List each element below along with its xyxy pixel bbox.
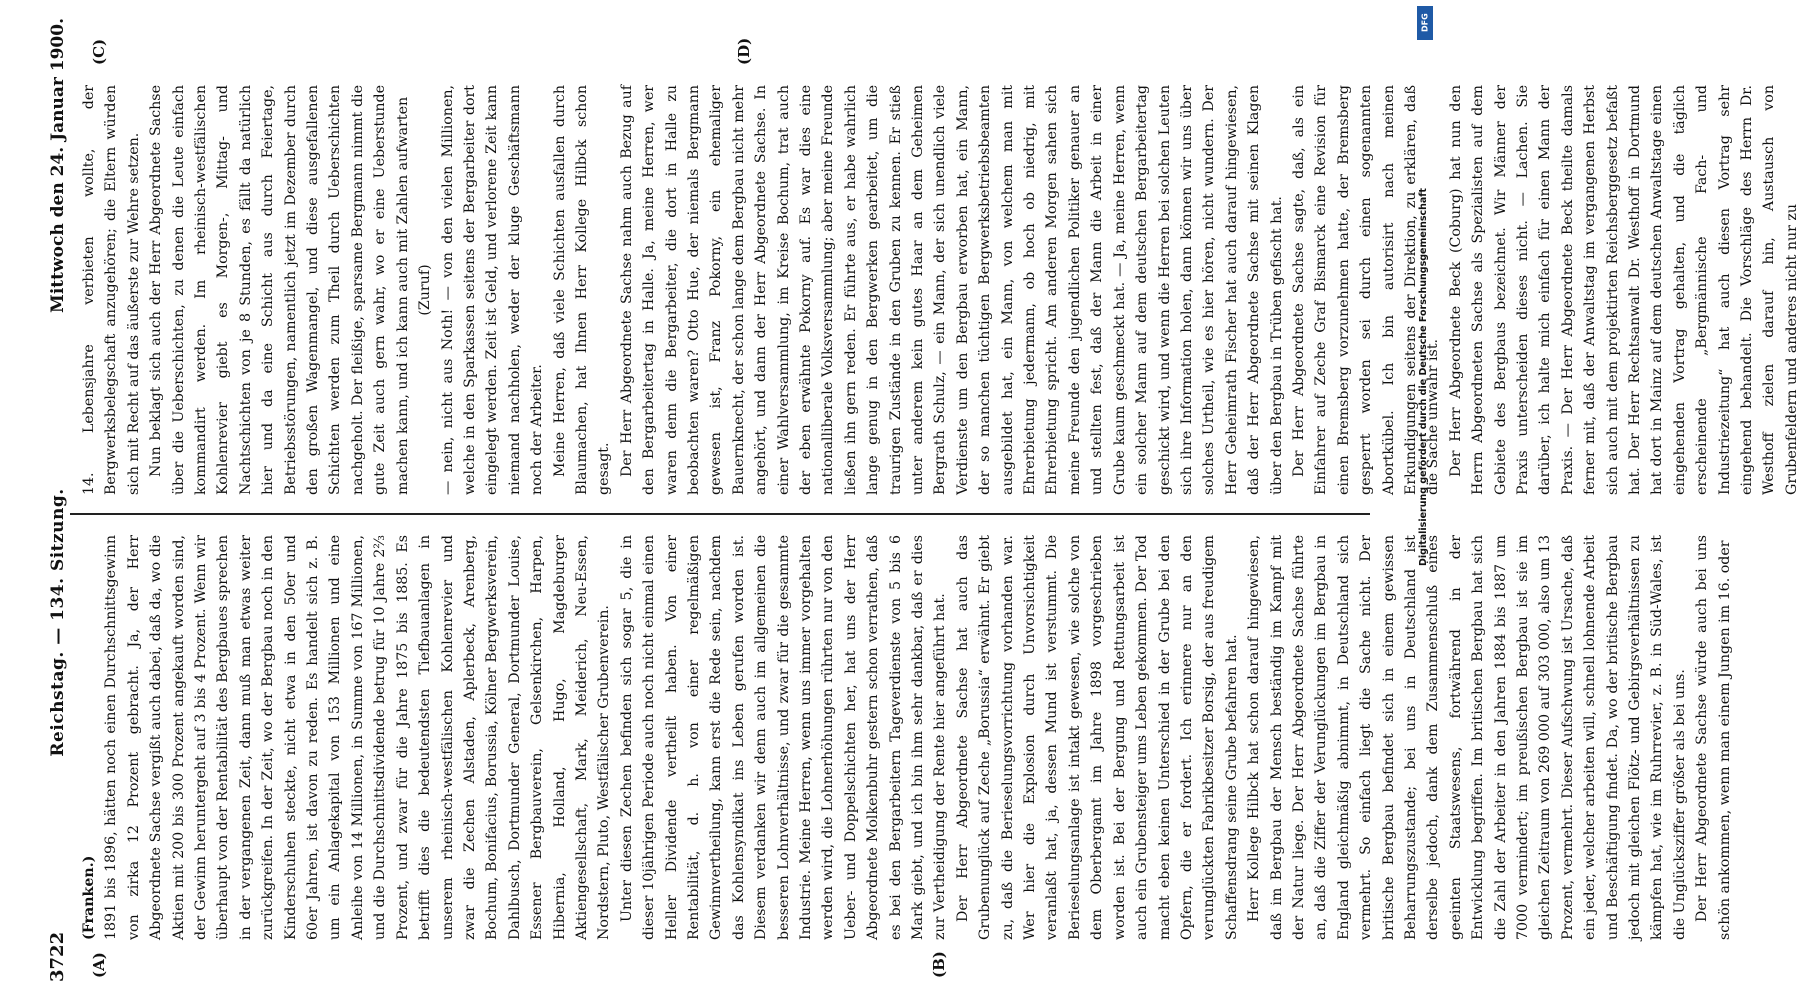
- session-date: Mittwoch den 24. Januar 1900.: [48, 18, 68, 313]
- paragraph: Der Herr Abgeordnete Sachse hat auch das Grubenunglück auf Zeche „Borussia“ erwähnt. Er giebt zu, daß die Berieselungsvorrichtung vorhanden war. Wer hier die Explosion durch Unvorsichtigkeit veranlaßt hat, ja, dessen Mund ist verstummt. Die Berieselungsanlage ist intakt gewesen, wie solche von dem Oberbergamt im Jahre 1898 vorgeschrieben worden ist. Bei der Bergung und Rettungsarbeit ist auch ein Grubensteiger ums Leben gekommen. Der Tod macht eben keinen Unterschied in der Grube bei den Opfern, die er fordert. Ich erinnere nur an den verunglückten Fabrikbesitzer Borsig, der aus freudigem Schaffensdrang seine Grube befahren hat.: [954, 535, 1240, 940]
- column-divider: [70, 513, 1370, 515]
- left-column: [78, 535, 1733, 940]
- margin-marker-b: (B): [930, 951, 948, 978]
- page-header: [42, 18, 68, 982]
- paragraph: Der Herr Abgeordnete Sachse würde auch bei uns schön ankommen, wenn man einem Jungen im 16. oder: [1694, 535, 1733, 940]
- paragraph: Der Herr Abgeordnete Sachse sagte, daß, als ein Einfahrer auf Zeche Graf Bismarck eine Revision für einen Bremsberg vorzunehmen hatte, der Bremsberg gesperrt worden sei durch einen sogenannten Abortkübel. Ich bin autorisirt nach meinen Erkundigungen seitens der Direktion, zu erklären, daß die Sache unwahr ist.: [1290, 85, 1442, 495]
- paragraph: Der Herr Abgeordnete Sachse nahm auch Bezug auf den Bergarbeitertag in Halle. Ja, meine Herren, wer waren denn die Bergarbeiter, die dort in Halle zu beobachten waren? Otto Hue, der niemals Bergmann gewesen ist, Franz Pokorny, ein ehemaliger Bauernknecht, der schon lange dem Bergbau nicht mehr angehört, und dann der Herr Abgeordnete Sachse. In einer Wahlversammlung, im Kreise Bochum, trat auch der eben erwähnte Pokorny auf. Es war dies eine nationalliberale Volksversammlung; aber meine Freunde ließen ihn gern reden. Er führte aus, er habe wahrlich lange genug in den Bergwerken gearbeitet, um die traurigen Zustände in den Gruben zu kennen. Er stieß unter anderem kein gutes Haar an dem Geheimen Bergrath Schulz, — ein Mann, der sich unendlich viele Verdienste um den Bergbau erworben hat, ein Mann, der so manchen tüchtigen Bergwerksbetriebsbeamten ausgebildet hat, ein Mann, von welchem man mit Ehrerbietung jedermann, ob hoch ob niedrig, mit Ehrerbietung spricht. Am anderen Morgen sahen sich meine Freunde den jugendlichen Politiker genauer an und stellten fest, daß der Mann die Arbeit in einer Grube kaum geschmeckt hat. — Ja, meine Herren, wenn ein solcher Mann auf dem deutschen Bergarbeitertag geschickt wird, und wenn die Herren bei solchen Leuten sich ihre Information holen, dann können wir uns über solches Urtheil, wie es hier hören, nicht wundern. Der Herr Geheimrath Fischer hat auch darauf hingewiesen, daß der Herr Abgeordnete Sachse mit seinen Klagen über den Bergbau in Trüben gefischt hat.: [618, 85, 1285, 495]
- paragraph: 1891 bis 1896, hätten noch einen Durchschnittsgewinn von zirka 12 Prozent gebracht. Ja, der Herr Abgeordnete Sachse vergißt auch dabei, daß da, wo die Aktien mit 200 bis 300 Prozent angekauft worden sind, der Gewinn heruntergeht auf 3 bis 4 Prozent. Wenn wir überhaupt von der Rentabilität des Bergbaues sprechen in der vergangenen Zeit, dann muß man etwas weiter zurückgreifen. In der Zeit, wo der Bergbau noch in den Kinderschuhen steckte, nicht etwa in den 50er und 60er Jahren, ist davon zu reden. Es handelt sich z. B. um ein Anlagekapital von 153 Millionen und eine Anleihe von 14 Millionen, in Summe von 167 Millionen, und die Durchschnittsdividende betrug für 10 Jahre 2⅔ Prozent, und zwar für die Jahre 1875 bis 1885. Es betrifft dies die bedeutendsten Tiefbauanlagen in unserem rheinisch-westfälischen Kohlenrevier und zwar die Zechen Alstaden, Aplerbeck, Arenberg, Bochum, Bonifacius, Borussia, Kölner Bergwerksverein, Dahlbusch, Dortmunder General, Dortmunder Louise, Essener Bergbauverein, Gelsenkirchen, Harpen, Hibernia, Holland, Hugo, Magdeburger Aktiengesellschaft, Mark, Meiderich, Neu-Essen, Nordstern, Pluto, Westfälischer Grubenverein.: [103, 535, 613, 940]
- session-title: Reichstag. — 134. Sitzung.: [48, 488, 68, 757]
- dfg-logo-badge: DFG: [1417, 6, 1433, 40]
- speaker-label: (Franken.): [81, 855, 97, 940]
- margin-marker-a: (A): [90, 952, 108, 978]
- paragraph: Herr Kollege Hilbck hat schon darauf hingewiesen, daß im Bergbau der Mensch beständig im Kampf mit der Natur liege. Der Herr Abgeordnete Sachse führte an, daß die Ziffer der Verunglückungen im Bergbau in England gleichmäßig abnimmt, in Deutschland sich vermehrt. So einfach liegt die Sache nicht. Der britische Bergbau befindet sich in einem gewissen Beharrungszustande; bei uns in Deutschland ist derselbe jedoch, dank dem Zusammenschluß eines geeinten Staatswesens, fortwährend in der Entwicklung begriffen. Im britischen Bergbau hat sich die Zahl der Arbeiter in den Jahren 1884 bis 1887 um 7000 vermindert; im preußischen Bergbau ist sie im gleichen Zeitraum von 269 000 auf 303 000, also um 13 Prozent, vermehrt. Dieser Aufschwung ist Ursache, daß ein jeder, welcher arbeiten will, schnell lohnende Arbeit und Beschäftigung findet. Da, wo der britische Bergbau jedoch mit gleichen Flötz- und Gebirgsverhältnissen zu kämpfen hat, wie im Ruhrrevier, z. B. in Süd-Wales, ist die Unglücksziffer größer als bei uns.: [1246, 535, 1688, 940]
- paragraph: Unter diesen Zechen befinden sich sogar 5, die in dieser 10jährigen Periode auch noch nicht einmal einen Heller Dividende vertheilt haben. Von einer Rentabilität, d. h. von einer regelmäßigen Gewinnvertheilung, kann erst die Rede sein, nachdem das Kohlensyndikat ins Leben gerufen worden ist. Diesem verdanken wir denn auch im allgemeinen die besseren Lohnverhältnisse, und zwar für die gesammte Industrie. Meine Herren, wenn uns immer vorgehalten werden wird, die Lohnerhöhungen rührten nur von den Ueber- und Doppelschichten her, hat uns der Herr Abgeordnete Molkenbuhr gestern schon verrathen, daß es bei den Bergarbeitern Tageverdienste von 5 bis 6 Mark giebt, und ich bin ihm sehr dankbar, daß er dies zur Vertheidigung der Rente hier angeführt hat.: [618, 535, 949, 940]
- page-number: 3722: [47, 931, 68, 982]
- dfg-sidebar: [1416, 6, 1434, 566]
- paragraph: — nein, nicht aus Noth! — von den vielen Millionen, welche in den Sparkassen seitens der Bergarbeiter dort eingelegt werden. Zeit ist Geld, und verlorene Zeit kann niemand nachholen, weder der kluge Geschäftsmann noch der Arbeiter.: [439, 85, 546, 495]
- paragraph: 14. Lebensjahre verbieten wollte, der Bergwerksbelegschaft anzugehören; die Eltern würden sich mit Recht auf das äußerste zur Wehre setzen.: [81, 85, 142, 495]
- interjection: (Zuruf): [417, 264, 434, 316]
- margin-marker-d: (D): [735, 37, 753, 65]
- digitization-notice: Digitalisierung gefördert durch die Deutsche Forschungsgemeinschaft: [1418, 188, 1429, 566]
- paragraph: Der Herr Abgeordnete Beck (Coburg) hat nun den Herrn Abgeordneten Sachse als Spezialisten auf dem Gebiete des Bergbaus bezeichnet. Wir Männer der Praxis unterscheiden dieses nicht. — Lachen. Sie darüber, ich halte mich einfach für einen Mann der Praxis. — Der Herr Abgeordnete Beck theilte damals ferner mit, daß der Anwaltstag im vergangenen Herbst sich auch mit dem projektirten Reichsberggesetz befaßt hat. Der Herr Rechtsanwalt Dr. Westhoff in Dortmund hat dort in Mainz auf dem deutschen Anwaltstage einen eingehenden Vortrag gehalten, und die täglich erscheinende „Bergmännische Fach- und Industriezeitung“ hat auch diesen Vortrag sehr eingehend behandelt. Die Vorschläge des Herrn Dr. Westhoff zielen darauf hin, Austausch von Grubenfeldern und anderes nicht nur zu: [1447, 85, 1800, 495]
- paragraph: Nun beklagt sich auch der Herr Abgeordnete Sachse über die Ueberschichten, zu denen die Leute einfach kommandirt werden. Im rheinisch-westfälischen Kohlenrevier giebt es Morgen-, Mittag- und Nachtschichten von je 8 Stunden, es fällt da natürlich hier und da eine Schicht aus durch Feiertage, Betriebsstörungen, namentlich jetzt im Dezember durch den großen Wagenmangel, und diese ausgefallenen Schichten werden zum Theil durch Ueberschichten nachgeholt. Der fleißige, sparsame Bergmann nimmt die gute Zeit auch gern wahr, wo er eine Ueberstunde machen kann, und ich kann auch mit Zahlen aufwarten: [148, 85, 411, 495]
- paragraph: Meine Herren, daß viele Schichten ausfallen durch Blaumachen, hat Ihnen Herr Kollege Hilbck schon gesagt.: [551, 85, 613, 495]
- margin-marker-c: (C): [90, 38, 108, 65]
